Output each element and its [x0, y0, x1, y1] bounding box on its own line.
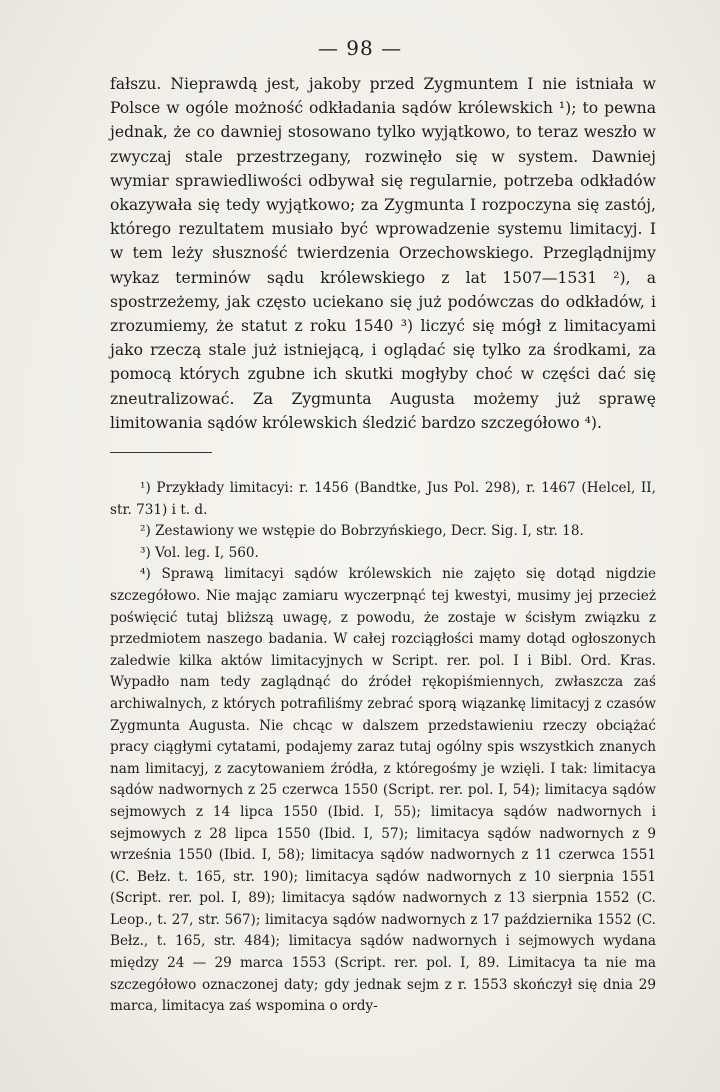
footnote-separator [110, 452, 212, 453]
footnote-2: ²) Zestawiony we wstępie do Bobrzyńskiego, Decr. Sig. I, str. 18. [140, 523, 584, 540]
footnotes-block [110, 478, 656, 1018]
footnote-1: ¹) Przykłady limitacyi: r. 1456 (Bandtke, Jus Pol. 298), r. 1467 (Helcel, II, str. 731) i t. d. [110, 480, 656, 518]
footnote-4: ⁴) Sprawą limitacyi sądów królewskich nie zajęto się dotąd nigdzie szczegółowo. Nie mając zamiaru wyczerpnąć tej kwestyi, musimy jej przecież poświęcić tutaj bliższą uwagę, z powodu, że zostaje w ścisłym związku z przedmiotem naszego badania. W całej rozciągłości mamy dotąd ogłoszonych zaledwie kilka aktów limitacyjnych w Script. rer. pol. I i Bibl. Ord. Kras. Wypadło nam tedy zaglądnąć do źródeł rękopiśmiennych, zwłaszcza zaś archiwalnych, z których potrafiliśmy zebrać sporą wiązankę limitacyj z czasów Zygmunta Augusta. Nie chcąc w dalszem przedstawieniu rzeczy obciążać pracy ciągłymi cytatami, podajemy zaraz tutaj ogólny spis wszystkich znanych nam limitacyj, z zacytowaniem źródła, z któregośmy je wzięli. I tak: limitacya sądów nadwornych z 25 czerwca 1550 (Script. rer. pol. I, 54); limitacya sądów sejmowych z 14 lipca 1550 (Ibid. I, 55); limitacya sądów nadwornych i sejmowych z 28 lipca 1550 (Ibid. I, 57); limitacya sądów nadwornych z 9 września 1550 (Ibid. I, 58); limitacya sądów nadwornych z 11 czerwca 1551 (C. Bełz. t. 165, str. 190); limitacya sądów nadwornych z 10 sierpnia 1551 (Script. rer. pol. I, 89); limitacya sądów nadwornych z 13 sierpnia 1552 (C. Leop., t. 27, str. 567); limitacya sądów nadwornych z 17 października 1552 (C. Bełz., t. 165, str. 484); limitacya sądów nadwornych i sejmowych wydana między 24 — 29 marca 1553 (Script. rer. pol. I, 89. Limitacya ta nie ma szczegółowo oznaczonej daty; gdy jednak sejm z r. 1553 skończył się dnia 29 marca, limitacya zaś wspomina o ordy- [110, 566, 656, 1015]
main-paragraph: fałszu. Nieprawdą jest, jakoby przed Zygmuntem I nie istniała w Polsce w ogóle możność odkładania sądów królewskich ¹); to pewna jednak, że co dawniej stosowano tylko wyjątkowo, to teraz weszło w zwyczaj stale przestrzegany, rozwinęło się w system. Dawniej wymiar sprawiedliwości odbywał się regularnie, potrzeba odkładów okazywała się tedy wyjątkowo; za Zygmunta I rozpoczyna się zastój, którego rezultatem musiało być wprowadzenie systemu limitacyj. I w tem leży słuszność twierdzenia Orzechowskiego. Przeglądnijmy wykaz terminów sądu królewskiego z lat 1507—1531 ²), a spostrzeżemy, jak często uciekano się już podówczas do odkładów, i zrozumiemy, że statut z roku 1540 ³) liczyć się mógł z limitacyami jako rzeczą stale już istniejącą, i oglądać się tylko za środkami, za pomocą których zgubne ich skutki mogłyby choć w części dać się zneutralizować. Za Zygmunta Augusta możemy już sprawę limitowania sądów królewskich śledzić bardzo szczegółowo ⁴). [110, 75, 656, 432]
main-text-block [110, 72, 656, 435]
page-number: — 98 — [317, 36, 403, 60]
footnote-3: ³) Vol. leg. I, 560. [140, 544, 259, 561]
